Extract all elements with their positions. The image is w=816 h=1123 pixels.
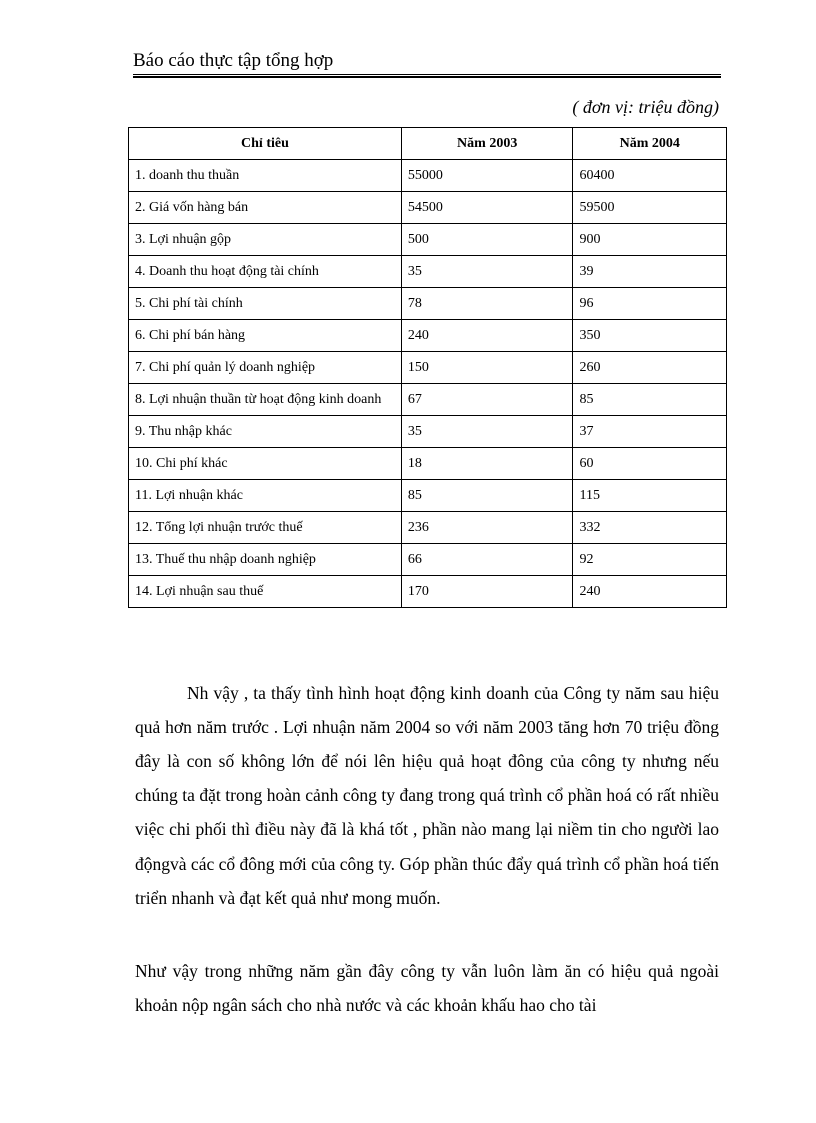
value-2003: 35 bbox=[401, 416, 573, 448]
header-rule bbox=[133, 76, 721, 78]
row-label: 10. Chi phí khác bbox=[129, 448, 402, 480]
table-row bbox=[129, 384, 727, 416]
row-label: 6. Chi phí bán hàng bbox=[129, 320, 402, 352]
row-label: 5. Chi phí tài chính bbox=[129, 288, 402, 320]
unit-note: ( đơn vị: triệu đồng) bbox=[572, 97, 719, 117]
conclusion-paragraph: Như vậy trong những năm gần đây công ty vẫn luôn làm ăn có hiệu quả ngoài khoản nộp ngân sách cho nhà nước và các khoản khấu hao cho tài bbox=[135, 960, 719, 1015]
value-2003: 67 bbox=[401, 384, 573, 416]
value-2004: 115 bbox=[573, 480, 727, 512]
row-label: 1. doanh thu thuần bbox=[129, 160, 402, 192]
table-row bbox=[129, 288, 727, 320]
column-header-2004: Năm 2004 bbox=[573, 128, 727, 160]
income-table bbox=[128, 127, 727, 608]
value-2003: 236 bbox=[401, 512, 573, 544]
value-2003: 35 bbox=[401, 256, 573, 288]
table-row bbox=[129, 480, 727, 512]
row-label: 12. Tổng lợi nhuận trước thuế bbox=[129, 512, 402, 544]
row-label: 2. Giá vốn hàng bán bbox=[129, 192, 402, 224]
value-2003: 150 bbox=[401, 352, 573, 384]
table-row bbox=[129, 416, 727, 448]
value-2003: 55000 bbox=[401, 160, 573, 192]
row-label: 7. Chi phí quản lý doanh nghiệp bbox=[129, 352, 402, 384]
table-row bbox=[129, 512, 727, 544]
row-label: 4. Doanh thu hoạt động tài chính bbox=[129, 256, 402, 288]
value-2004: 59500 bbox=[573, 192, 727, 224]
row-label: 3. Lợi nhuận gộp bbox=[129, 224, 402, 256]
value-2003: 500 bbox=[401, 224, 573, 256]
value-2004: 37 bbox=[573, 416, 727, 448]
column-header-2003: Năm 2003 bbox=[401, 128, 573, 160]
value-2004: 240 bbox=[573, 576, 727, 608]
table-row bbox=[129, 192, 727, 224]
table-row bbox=[129, 160, 727, 192]
row-label: 14. Lợi nhuận sau thuế bbox=[129, 576, 402, 608]
value-2003: 170 bbox=[401, 576, 573, 608]
value-2004: 260 bbox=[573, 352, 727, 384]
value-2004: 92 bbox=[573, 544, 727, 576]
row-label: 9. Thu nhập khác bbox=[129, 416, 402, 448]
row-label: 11. Lợi nhuận khác bbox=[129, 480, 402, 512]
value-2003: 54500 bbox=[401, 192, 573, 224]
value-2004: 96 bbox=[573, 288, 727, 320]
value-2004: 85 bbox=[573, 384, 727, 416]
value-2004: 332 bbox=[573, 512, 727, 544]
value-2003: 85 bbox=[401, 480, 573, 512]
value-2004: 39 bbox=[573, 256, 727, 288]
table-row bbox=[129, 576, 727, 608]
value-2004: 350 bbox=[573, 320, 727, 352]
value-2004: 900 bbox=[573, 224, 727, 256]
page-header: Báo cáo thực tập tổng hợp bbox=[133, 50, 721, 75]
row-label: 13. Thuế thu nhập doanh nghiệp bbox=[129, 544, 402, 576]
table-row bbox=[129, 352, 727, 384]
value-2004: 60400 bbox=[573, 160, 727, 192]
column-header-indicator: Chỉ tiêu bbox=[129, 128, 402, 160]
value-2003: 240 bbox=[401, 320, 573, 352]
analysis-paragraph: Nh vậy , ta thấy tình hình hoạt động kinh doanh của Công ty năm sau hiệu quả hơn năm trước . Lợi nhuận năm 2004 so với năm 2003 tăng hơn 70 triệu đồng đây là con số không lớn để nói lên hiệu quả hoạt đông của công ty nhưng nếu chúng ta đặt trong hoàn cảnh công ty đang trong quá trình cổ phần hoá có rất nhiều việc chi phối thì điều này đã là khá tốt , phần nào mang lại niềm tin cho người lao độngvà các cổ đông mới của công ty. Góp phần thúc đẩy quá trình cổ phần hoá tiến triển nhanh và đạt kết quả như mong muốn. bbox=[135, 682, 719, 908]
table-row bbox=[129, 256, 727, 288]
value-2004: 60 bbox=[573, 448, 727, 480]
value-2003: 66 bbox=[401, 544, 573, 576]
value-2003: 18 bbox=[401, 448, 573, 480]
table-row bbox=[129, 448, 727, 480]
table-header-row bbox=[129, 128, 727, 160]
table-row bbox=[129, 224, 727, 256]
row-label: 8. Lợi nhuận thuần từ hoạt động kinh doanh bbox=[129, 384, 402, 416]
table-row bbox=[129, 320, 727, 352]
table-row bbox=[129, 544, 727, 576]
value-2003: 78 bbox=[401, 288, 573, 320]
